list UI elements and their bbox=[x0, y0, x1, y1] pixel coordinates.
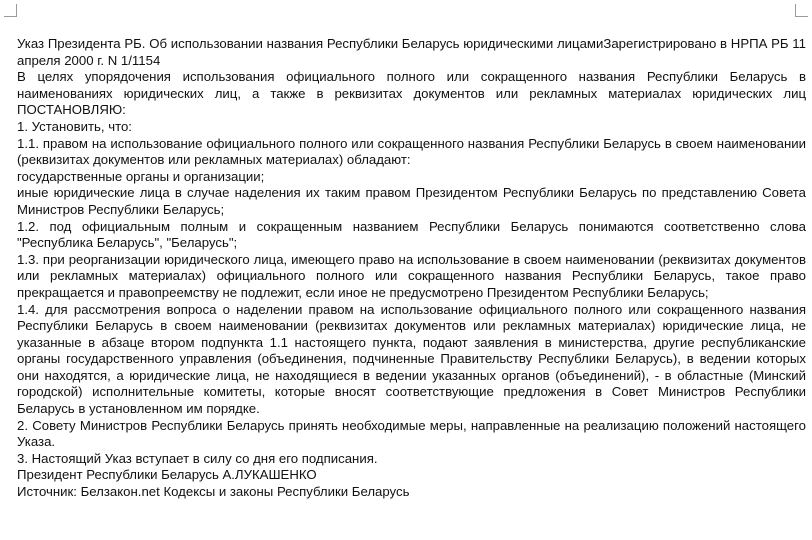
page-corner-mark-right bbox=[795, 4, 808, 17]
signature-line: Президент Республики Беларусь А.ЛУКАШЕНКО bbox=[17, 467, 317, 483]
item-3: 3. Настоящий Указ вступает в силу со дня его подписания. bbox=[17, 450, 378, 466]
document-title: Указ Президента РБ. Об использовании названия Республики Беларусь юридическими лицамиЗарегистрировано в НРПА РБ 11 апреля 2000 г. N 1/1154 bbox=[17, 36, 806, 68]
source-line: Источник: Белзакон.net Кодексы и законы Республики Беларусь bbox=[17, 484, 410, 500]
document-body bbox=[17, 36, 806, 501]
preamble-paragraph: В целях упорядочения использования официального полного или сокращенного названия Республики Беларусь в наименованиях юридических лиц, а также в реквизитах документов или рекламных материалах юридических лиц ПОСТАНОВЛЯЮ: bbox=[17, 69, 806, 118]
item-2: 2. Совету Министров Республики Беларусь принять необходимые меры, направленные на реализацию положений настоящего Указа. bbox=[17, 417, 806, 450]
item-1-2: 1.2. под официальным полным и сокращенным названием Республики Беларусь понимаются соответственно слова "Республика Беларусь", "Беларусь"; bbox=[17, 218, 806, 251]
item-1-1-b: иные юридические лица в случае наделения их таким правом Президентом Республики Беларусь по представлению Совета Министров Республики Беларусь; bbox=[17, 185, 806, 217]
item-1: 1. Установить, что: bbox=[17, 118, 132, 134]
item-1-1-a: государственные органы и организации; bbox=[17, 168, 265, 184]
item-1-4: 1.4. для рассмотрения вопроса о наделении правом на использование официального полного или сокращенного названия Республики Беларусь в своем наименовании (реквизитах документов или рекламных материалах) юридические лица, не указанные в абзаце втором подпункта 1.1 настоящего пункта, подают заявления в министерства, другие республиканские органы государственного управления (объединения, подчиненные Правительству Республики Беларусь), в ведении которых они находятся, а юридические лица, не находящиеся в ведении указанных органов (объединений), - в областные (Минский городской) исполнительные комитеты, которые вносят соответствующие предложения в Совет Министров Республики Беларусь в установленном им порядке. bbox=[17, 301, 806, 417]
item-1-3: 1.3. при реорганизации юридического лица, имеющего право на использование в своем наименовании (реквизитах документов или рекламных материалах) официального полного или сокращенного названия Республики Беларусь, такое право прекращается и правопреемству не подлежит, если иное не предусмотрено Президентом Республики Беларусь; bbox=[17, 251, 806, 300]
item-1-1: 1.1. правом на использование официального полного или сокращенного названия Республики Беларусь в своем наименовании (реквизитах документов или рекламных материалах) обладают: bbox=[17, 135, 806, 168]
page-corner-mark-left bbox=[4, 4, 17, 17]
